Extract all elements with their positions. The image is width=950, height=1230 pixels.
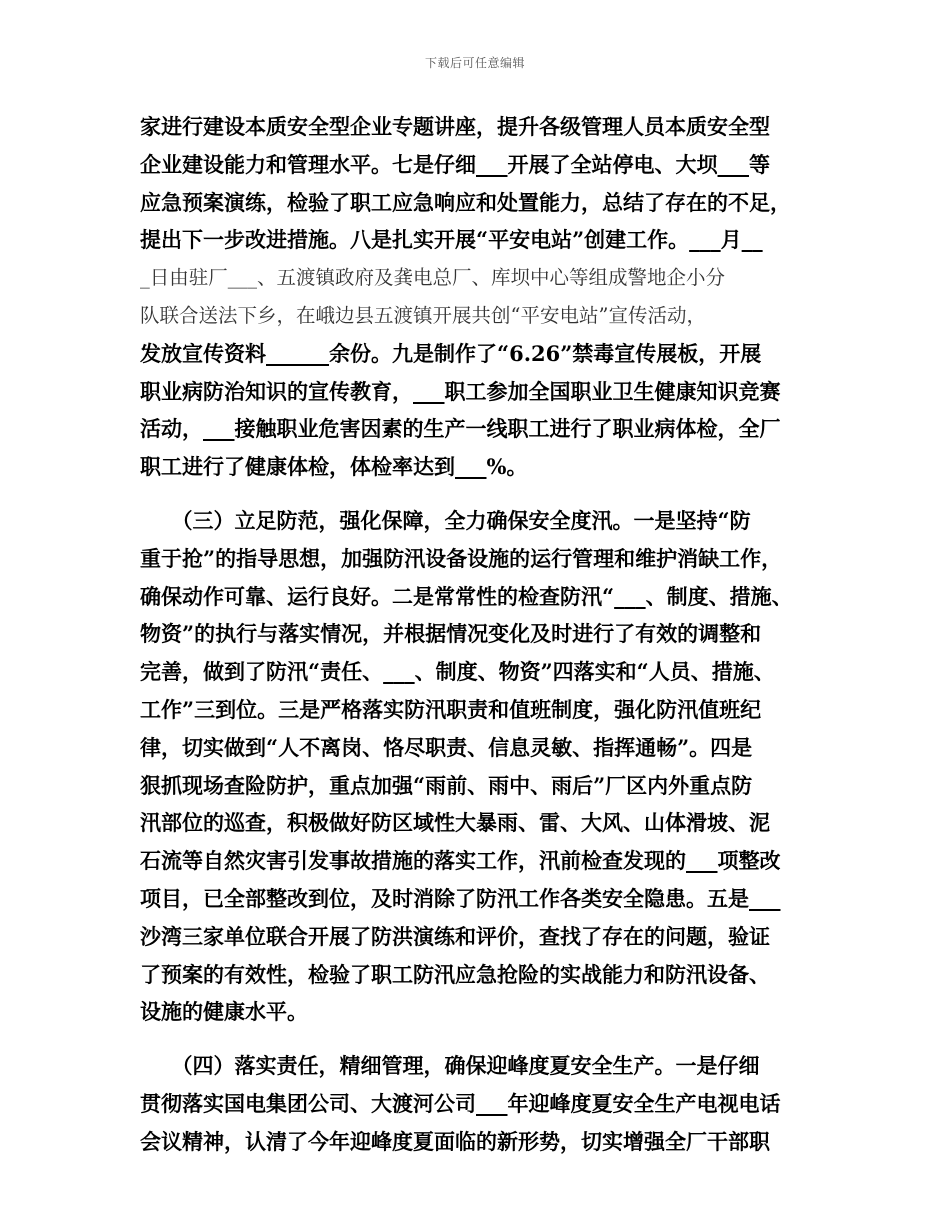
text-line: 律，切实做到“人不离岗、恪尽职责、信息灵敏、指挥通畅”。四是 [140, 734, 753, 760]
text-line: 狠抓现场查险防护，重点加强“雨前、雨中、雨后”厂区内外重点防 [140, 772, 753, 798]
text-line: _日由驻厂___、五渡镇政府及龚电总厂、库坝中心等组成警地企小分 [140, 266, 726, 290]
text-line: 了预案的有效性，检验了职工防汛应急抢险的实战能力和防汛设备、 [140, 961, 770, 987]
text-line: 物资”的执行与落实情况，并根据情况变化及时进行了有效的调整和 [140, 621, 762, 647]
text-line: 会议精神，认清了今年迎峰度夏面临的新形势，切实增强全厂干部职 [140, 1128, 770, 1154]
text-line: 活动，___接触职业危害因素的生产一线职工进行了职业病体检，全厂 [140, 416, 781, 442]
paragraph-2 [140, 502, 830, 1031]
text-line: 沙湾三家单位联合开展了防洪演练和评价，查找了存在的问题，验证 [140, 923, 770, 949]
text-line: 重于抢”的指导思想，加强防汛设备设施的运行管理和维护消缺工作， [140, 545, 783, 571]
text-line: 汛部位的巡查，积极做好防区域性大暴雨、雷、大风、山体滑坡、泥 [140, 810, 770, 836]
text-line: 设施的健康水平。 [140, 999, 308, 1025]
page-header: 下载后可任意编辑 [424, 56, 525, 70]
document-body [140, 108, 830, 1161]
text-line: 队联合送法下乡，在峨边县五渡镇开展共创“平安电站”宣传活动， [140, 303, 706, 327]
text-line: 完善，做到了防汛“责任、___、制度、物资”四落实和“人员、措施、 [140, 659, 775, 685]
text-line: 提出下一步改进措施。八是扎实开展“平安电站”创建工作。___月__ [140, 227, 763, 253]
paragraph-3 [140, 1047, 830, 1160]
text-line: 确保动作可靠、运行良好。二是常常性的检查防汛“___、制度、措施、 [140, 583, 793, 609]
text-line: 发放宣传资料______余份。九是制作了“6.26”禁毒宣传展板，开展 [140, 340, 762, 366]
text-line: 项目，已全部整改到位，及时消除了防汛工作各类安全隐患。五是___ [140, 885, 781, 911]
text-line: （三）立足防范，强化保障，全力确保安全度汛。一是坚持“防 [140, 507, 751, 533]
text-line: 企业建设能力和管理水平。七是仔细___开展了全站停电、大坝___等 [140, 151, 770, 177]
text-line: 家进行建设本质安全型企业专题讲座，提升各级管理人员本质安全型 [140, 114, 770, 139]
text-line: 工作”三到位。三是严格落实防汛职责和值班制度，强化防汛值班纪 [140, 696, 762, 722]
text-line: 石流等自然灾害引发事故措施的落实工作，汛前检查发现的___项整改 [140, 848, 781, 874]
text-line: 职业病防治知识的宣传教育，___职工参加全国职业卫生健康知识竞赛 [140, 378, 781, 404]
text-line: 贯彻落实国电集团公司、大渡河公司___年迎峰度夏安全生产电视电话 [140, 1090, 781, 1116]
paragraph-1 [140, 108, 830, 486]
text-line: （四）落实责任，精细管理，确保迎峰度夏安全生产。一是仔细 [140, 1053, 760, 1079]
text-line: 职工进行了健康体检，体检率达到___%。 [140, 454, 528, 480]
text-line: 应急预案演练，检验了职工应急响应和处置能力，总结了存在的不足， [140, 189, 791, 215]
